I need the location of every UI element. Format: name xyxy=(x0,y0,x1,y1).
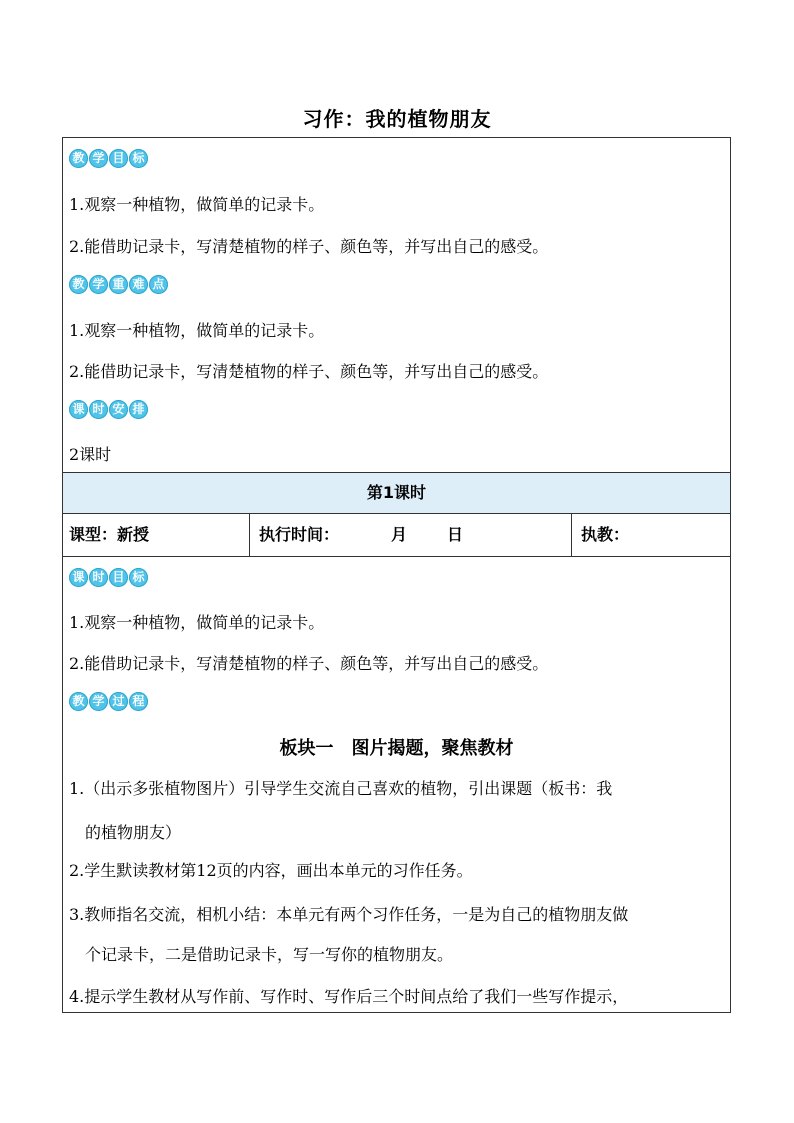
badge-key-points xyxy=(69,275,168,294)
key-point-item: 1.观察一种植物，做简单的记录卡。 xyxy=(69,321,325,340)
badge-teaching-goals xyxy=(69,149,148,168)
badge-char: 教 xyxy=(69,692,88,711)
badge-char: 排 xyxy=(129,400,148,419)
badge-char: 教 xyxy=(69,275,88,294)
badge-char: 教 xyxy=(69,149,88,168)
badge-char: 重 xyxy=(109,275,128,294)
process-line: 4.提示学生教材从写作前、写作时、写作后三个时间点给了我们一些写作提示， xyxy=(69,987,629,1006)
badge-char: 时 xyxy=(89,400,108,419)
exec-day: 日 xyxy=(447,525,464,544)
process-line: 2.学生默读教材第12页的内容，画出本单元的习作任务。 xyxy=(69,861,473,880)
goal-item: 1.观察一种植物，做简单的记录卡。 xyxy=(69,195,325,214)
process-line: 1.（出示多张植物图片）引导学生交流自己喜欢的植物，引出课题（板书：我 xyxy=(69,779,613,798)
exec-month: 月 xyxy=(391,525,408,544)
badge-schedule xyxy=(69,400,148,419)
key-point-item: 2.能借助记录卡，写清楚植物的样子、颜色等，并写出自己的感受。 xyxy=(69,362,549,381)
process-line: 个记录卡，二是借助记录卡，写一写你的植物朋友。 xyxy=(69,945,454,964)
cell-divider xyxy=(249,514,250,556)
lesson-goal-item: 1.观察一种植物，做简单的记录卡。 xyxy=(69,613,325,632)
block-heading: 板块一 图片揭题，聚焦教材 xyxy=(279,738,514,759)
badge-char: 学 xyxy=(89,692,108,711)
lesson-band-label: 第1课时 xyxy=(366,483,427,502)
page-title: 习作：我的植物朋友 xyxy=(302,107,492,131)
badge-char: 过 xyxy=(109,692,128,711)
lesson-type: 课型：新授 xyxy=(69,525,150,544)
badge-char: 安 xyxy=(109,400,128,419)
badge-char: 目 xyxy=(109,568,128,587)
badge-teaching-process xyxy=(69,692,148,711)
badge-char: 目 xyxy=(109,149,128,168)
process-line: 3.教师指名交流，相机小结：本单元有两个习作任务，一是为自己的植物朋友做 xyxy=(69,905,629,924)
badge-char: 点 xyxy=(149,275,168,294)
badge-char: 课 xyxy=(69,400,88,419)
badge-lesson-goals xyxy=(69,568,148,587)
lesson-band xyxy=(63,472,730,514)
process-line: 的植物朋友） xyxy=(69,823,182,842)
badge-char: 标 xyxy=(129,568,148,587)
exec-time-label: 执行时间： xyxy=(259,525,340,544)
cell-divider xyxy=(571,514,572,556)
schedule-text: 2课时 xyxy=(69,445,112,464)
badge-char: 学 xyxy=(89,149,108,168)
badge-char: 学 xyxy=(89,275,108,294)
badge-char: 时 xyxy=(89,568,108,587)
lesson-table xyxy=(62,137,731,1013)
goal-item: 2.能借助记录卡，写清楚植物的样子、颜色等，并写出自己的感受。 xyxy=(69,237,549,256)
badge-char: 难 xyxy=(129,275,148,294)
badge-char: 标 xyxy=(129,149,148,168)
badge-char: 课 xyxy=(69,568,88,587)
teacher-label: 执教： xyxy=(581,525,630,544)
lesson-goal-item: 2.能借助记录卡，写清楚植物的样子、颜色等，并写出自己的感受。 xyxy=(69,654,549,673)
row-divider xyxy=(63,556,730,557)
badge-char: 程 xyxy=(129,692,148,711)
